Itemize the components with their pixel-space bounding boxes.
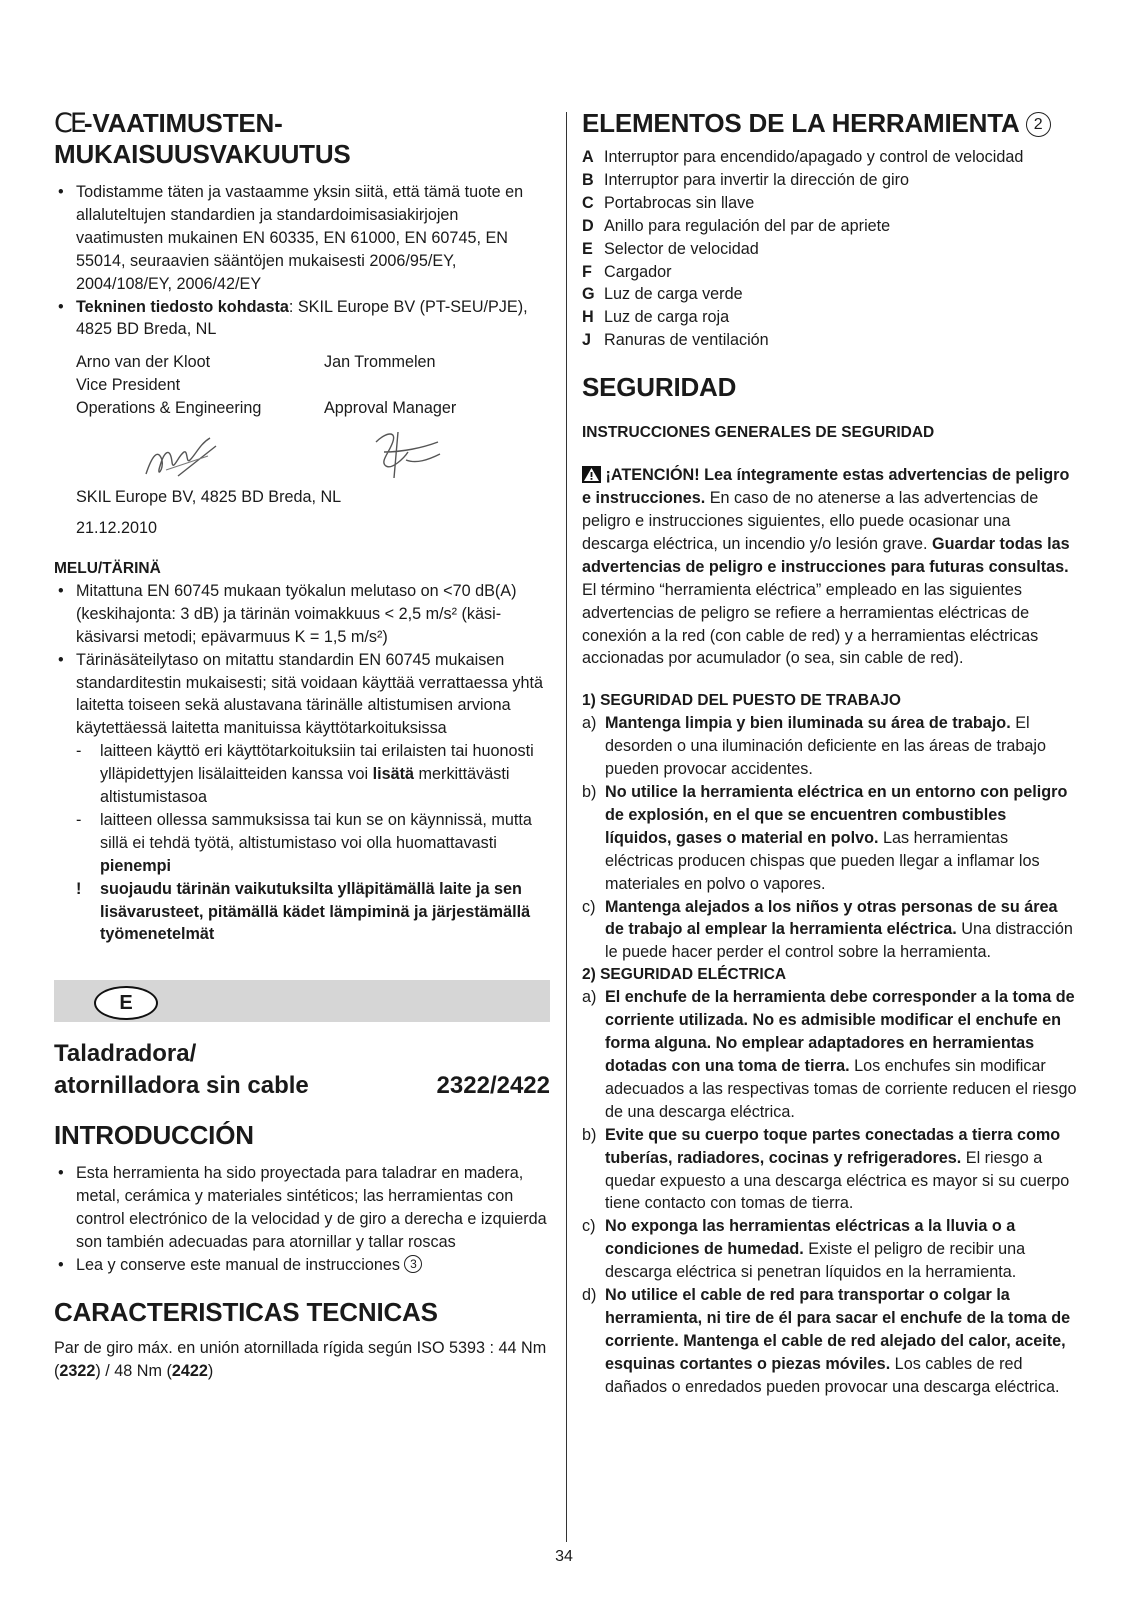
safety-item bbox=[582, 986, 1077, 1123]
safety-item-mark: c) bbox=[582, 1217, 596, 1236]
noise-warning-text: suojaudu tärinän vaikutuksilta ylläpitämällä laite ja sen lisävarusteet, pitämällä kädet lämpiminä ja järjestämällä työmenetelmät bbox=[100, 879, 531, 944]
warning-bold-2: Guardar todas las advertencias de peligro e instrucciones para futuras consultas. bbox=[582, 534, 1070, 576]
ce-mark-text: CE bbox=[54, 108, 84, 139]
specs-model-a: 2322 bbox=[59, 1361, 96, 1380]
safety-item-mark: d) bbox=[582, 1286, 597, 1305]
safety-warning bbox=[582, 464, 1077, 670]
noise-dash-2: - laitteen ollessa sammuksissa tai kun se on käynnissä, mutta sillä ei tehdä työtä, altistumistaso voi olla huomattavasti pienempi bbox=[76, 810, 532, 875]
ce-mark-icon bbox=[54, 109, 84, 139]
intro-bullet-1: • Esta herramienta ha sido proyectada para taladrar en madera, metal, cerámica y materiales sintéticos; las herramientas con control electrónico de la velocidad y de giro a derecha e izquierda son también adecuadas para atornillar y tallar roscas bbox=[54, 1162, 550, 1254]
ce-title-line2: MUKAISUUSVAKUUTUS bbox=[54, 139, 351, 169]
element-label: Interruptor para invertir la dirección de giro bbox=[604, 170, 910, 189]
s2-heading: 2) SEGURIDAD ELÉCTRICA bbox=[582, 966, 787, 984]
safety-item-mark: b) bbox=[582, 1125, 597, 1144]
safety-item-bold: Mantenga limpia y bien iluminada su área de trabajo. bbox=[605, 714, 1011, 733]
s1-heading: 1) SEGURIDAD DEL PUESTO DE TRABAJO bbox=[582, 692, 901, 710]
signer1-title2: Operations & Engineering bbox=[76, 399, 262, 418]
specs-model-b: 2422 bbox=[171, 1361, 208, 1380]
noise-dash-2-bold: pienempi bbox=[100, 856, 172, 875]
safety-heading: SEGURIDAD bbox=[582, 372, 737, 403]
noise-bullet-1: • Mitattuna EN 60745 mukaan työkalun melutaso on <70 dB(A) (keskihajonta: 3 dB) ja tärinän voimakkuus < 2,5 m/s² (käsi-käsivarsi metodi; epävarmuus K = 1,5 m/s²) bbox=[54, 580, 550, 649]
element-label: Interruptor para encendido/apagado y control de velocidad bbox=[604, 148, 1024, 166]
safety-item-text: Existe el peligro de recibir una descarga eléctrica si penetran líquidos en la herramienta. bbox=[605, 1240, 1026, 1282]
safety-item bbox=[582, 1215, 1077, 1284]
elements-heading-text: ELEMENTOS DE LA HERRAMIENTA bbox=[582, 108, 1019, 138]
noise-warning: ! suojaudu tärinän vaikutuksilta ylläpitämällä laite ja sen lisävarusteet, pitämällä kädet lämpiminä ja järjestämällä työmenetelmät bbox=[76, 879, 531, 944]
warning-triangle-icon bbox=[582, 466, 601, 483]
element-key: F bbox=[582, 262, 592, 281]
signer1-name: Arno van der Kloot bbox=[76, 353, 211, 372]
intro-heading: INTRODUCCIÓN bbox=[54, 1120, 254, 1151]
product-title bbox=[54, 1038, 550, 1102]
safety-item-text: El desorden o una iluminación deficiente en las áreas de trabajo pueden provocar accidentes. bbox=[605, 714, 1046, 779]
warning-text-2: El término “herramienta eléctrica” empleado en las siguientes advertencias de peligro se refiere a herramientas eléctricas de conexión a la red (con cable de red) y a herramientas eléctricas accionadas por acumulador (o sea, sin cable de red). bbox=[582, 580, 1039, 668]
specs-text-c: ) bbox=[207, 1361, 214, 1380]
warning-text: En caso de no atenerse a las advertencias de peligro e instrucciones siguientes, ello puede ocasionar una descarga eléctrica, un incendio y/o lesión grave. bbox=[582, 489, 1039, 553]
safety-item-bold: No utilice el cable de red para transportar o colgar la herramienta, ni tire de él para sacar el enchufe de la toma de corriente. Mantenga el cable de red alejado del calor, aceite, esquinas cortantes o piezas móviles. bbox=[605, 1286, 1071, 1373]
product-line2: atornilladora sin cable bbox=[54, 1072, 309, 1100]
product-model: 2322/2422 bbox=[436, 1072, 550, 1100]
specs-text-a: Par de giro máx. en unión atornillada rígida según ISO 5393 : 44 Nm ( bbox=[54, 1338, 547, 1380]
s2-list bbox=[582, 986, 1077, 1398]
element-label: Luz de carga verde bbox=[604, 285, 743, 304]
element-label: Selector de velocidad bbox=[604, 239, 759, 258]
page-number: 34 bbox=[555, 1548, 573, 1565]
safety-item-bold: El enchufe de la herramienta debe corresponder a la toma de corriente utilizada. No es admisible modificar el enchufe en forma alguna. No emplear adaptadores en herramientas dotadas con una toma de tierra. bbox=[605, 988, 1075, 1075]
noise-dash-1-text: laitteen käyttö eri käyttötarkoituksiin tai erilaisten tai huonosti ylläpidettyjen lisälaitteiden kanssa voi bbox=[100, 742, 534, 784]
safety-item-mark: a) bbox=[582, 988, 597, 1007]
safety-item-text: Los enchufes sin modificar adecuados a las respectivas tomas de corriente reducen el riesgo de una descarga eléctrica. bbox=[605, 1057, 1077, 1121]
element-key: D bbox=[582, 216, 594, 235]
specs-heading: CARACTERISTICAS TECNICAS bbox=[54, 1296, 438, 1327]
ce-bullet-2 bbox=[54, 296, 550, 342]
safety-item-mark: b) bbox=[582, 783, 597, 802]
noise-dash-2-text: laitteen ollessa sammuksissa tai kun se on käynnissä, mutta sillä ei tehdä työtä, altistumistaso voi olla huomattavasti bbox=[100, 810, 532, 852]
language-badge: E bbox=[94, 986, 158, 1020]
specs-text bbox=[54, 1337, 550, 1383]
figure-ref-3-icon: 3 bbox=[404, 1255, 422, 1273]
element-key: C bbox=[582, 193, 594, 212]
element-label: Ranuras de ventilación bbox=[604, 331, 769, 350]
signer2-name: Jan Trommelen bbox=[324, 353, 436, 372]
element-key: G bbox=[582, 285, 595, 304]
safety-item bbox=[582, 896, 1077, 965]
element-key: H bbox=[582, 308, 594, 327]
left-column bbox=[54, 108, 550, 1383]
safety-item-mark: a) bbox=[582, 714, 597, 733]
signer1-title1: Vice President bbox=[76, 376, 181, 395]
safety-item bbox=[582, 1124, 1077, 1216]
safety-item-bold: No utilice la herramienta eléctrica en un entorno con peligro de explosión, en el que se encuentren combustibles líquidos, gases o material en polvo. bbox=[605, 783, 1068, 847]
safety-item bbox=[582, 781, 1077, 896]
safety-item-mark: c) bbox=[582, 897, 596, 916]
safety-item-text: Las herramientas eléctricas producen chispas que pueden llegar a inflamar los materiales en polvo o vapores. bbox=[605, 828, 1040, 893]
warning-bold: ¡ATENCIÓN! Lea íntegramente estas advertencias de peligro e instrucciones. bbox=[582, 466, 1070, 508]
right-column bbox=[582, 108, 1077, 1399]
product-line1: Taladradora/ bbox=[54, 1040, 197, 1068]
noise-dash-1-end: merkittävästi altistumistasoa bbox=[100, 765, 510, 807]
element-key: A bbox=[582, 148, 594, 166]
noise-bullet-2: • Tärinäsäteilytaso on mitattu standardin EN 60745 mukaisen standarditestin mukaisesti; sitä voidaan käyttää verrattaessa yhtä laitetta toiseen sekä alustavana tärinälle altistumisen arviona käytettäessä laitetta manituissa käyttötarkoituksissa bbox=[54, 649, 550, 741]
element-label: Luz de carga roja bbox=[604, 308, 730, 327]
safety-item bbox=[582, 712, 1077, 781]
safety-item-bold: Mantenga alejados a los niños y otras personas de su área de trabajo al emplear la herramienta eléctrica. bbox=[605, 897, 1058, 939]
noise-dash-1: - laitteen käyttö eri käyttötarkoituksiin tai erilaisten tai huonosti ylläpidettyjen lisälaitteiden kanssa voi lisätä merkittävästi altistumistasoa bbox=[76, 742, 534, 807]
column-divider bbox=[566, 112, 567, 1542]
safety-subheading: INSTRUCCIONES GENERALES DE SEGURIDAD bbox=[582, 424, 935, 442]
safety-item-bold: Evite que su cuerpo toque partes conectadas a tierra como tuberías, radiadores, cocinas y refrigeradores. bbox=[605, 1125, 1061, 1167]
signature-1-icon bbox=[138, 426, 228, 486]
signature-2-icon bbox=[362, 422, 452, 484]
intro-bullet-2 bbox=[54, 1254, 550, 1277]
element-label: Anillo para regulación del par de apriete bbox=[604, 216, 891, 235]
figure-ref-2-icon: 2 bbox=[1026, 112, 1051, 137]
intro-list bbox=[54, 1162, 550, 1277]
safety-item-text: Los cables de red dañados o enredados pueden provocar una descarga eléctrica. bbox=[605, 1354, 1060, 1396]
element-label: Cargador bbox=[604, 262, 672, 281]
signer2-title: Approval Manager bbox=[324, 399, 457, 418]
signatures-area bbox=[54, 420, 550, 486]
element-key: B bbox=[582, 170, 594, 189]
company-address: SKIL Europe BV, 4825 BD Breda, NL bbox=[76, 488, 342, 507]
ce-bullet-list bbox=[54, 181, 550, 341]
elements-heading bbox=[582, 108, 1077, 138]
ce-bullet-2-bold: Tekninen tiedosto kohdasta bbox=[76, 297, 289, 316]
noise-heading: MELU/TÄRINÄ bbox=[54, 559, 161, 577]
ce-declaration-title bbox=[54, 108, 550, 169]
element-label: Portabrocas sin llave bbox=[604, 193, 755, 212]
ce-bullet-1: • Todistamme täten ja vastaamme yksin siitä, että tämä tuote en allaluteltujen standardien ja standardoimisasiakirjojen vaatimusten mukainen EN 60335, EN 61000, EN 60745, EN 55014, seuraavien sääntöjen mukaisesti 2006/95/EY, 2004/108/EY, 2006/42/EY bbox=[54, 181, 550, 296]
safety-item-text: Una distracción le puede hacer perder el control sobre la herramienta. bbox=[605, 920, 1073, 962]
s1-list bbox=[582, 712, 1077, 964]
noise-dash-1-bold: lisätä bbox=[372, 765, 415, 784]
noise-list bbox=[54, 580, 550, 740]
product-line2-row bbox=[54, 1070, 550, 1102]
signatories bbox=[76, 351, 550, 420]
language-banner bbox=[54, 980, 550, 1022]
ce-bullet-2-rest: : SKIL Europe BV (PT-SEU/PJE), 4825 BD Breda, NL bbox=[76, 297, 528, 339]
intro-bullet-2-text: Lea y conserve este manual de instrucciones bbox=[76, 1256, 400, 1274]
safety-item-bold: No exponga las herramientas eléctricas a la lluvia o a condiciones de humedad. bbox=[605, 1217, 1016, 1259]
declaration-date: 21.12.2010 bbox=[76, 518, 158, 537]
element-key: J bbox=[582, 331, 592, 350]
safety-item bbox=[582, 1284, 1077, 1399]
safety-item-text: El riesgo a quedar expuesto a una descarga eléctrica es mayor si su cuerpo tiene contacto con tomas de tierra. bbox=[605, 1148, 1070, 1213]
ce-title-line1: -VAATIMUSTEN- bbox=[83, 108, 283, 138]
element-key: E bbox=[582, 239, 593, 258]
elements-list bbox=[582, 146, 1077, 352]
specs-text-b: ) / 48 Nm ( bbox=[95, 1361, 172, 1380]
